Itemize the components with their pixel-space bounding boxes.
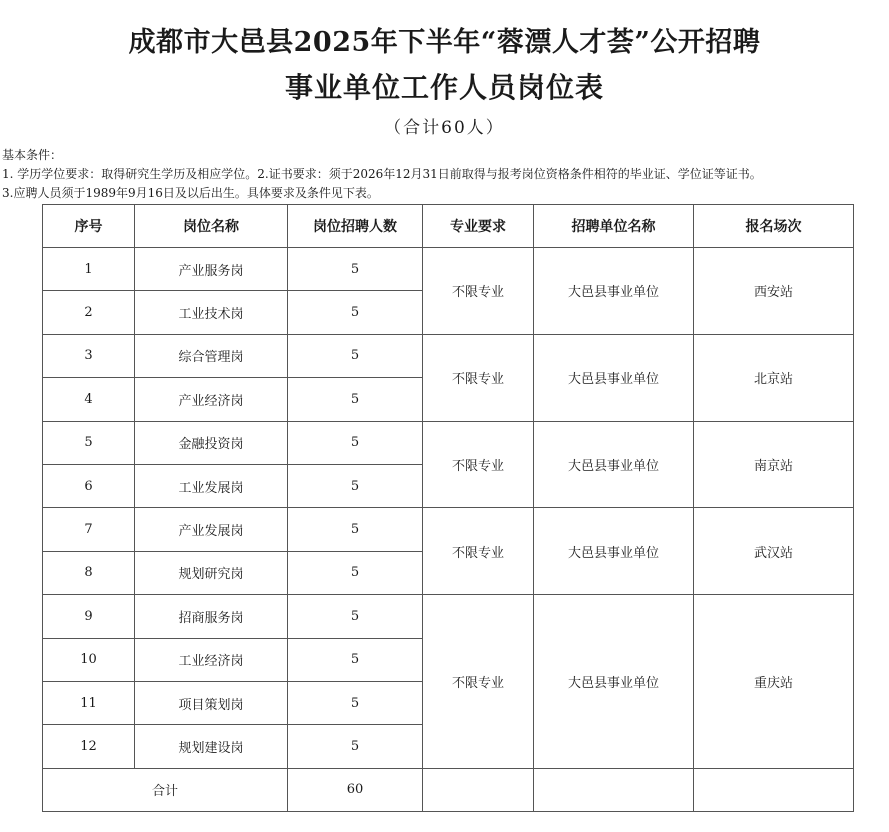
group-venue: 北京站 — [694, 334, 854, 421]
row-position-name: 工业发展岗 — [135, 464, 288, 507]
header-no: 序号 — [43, 205, 135, 248]
group-unit: 大邑县事业单位 — [534, 508, 694, 595]
header-unit: 招聘单位名称 — [534, 205, 694, 248]
row-headcount: 5 — [288, 725, 423, 768]
row-position-name: 工业经济岗 — [135, 638, 288, 681]
row-no: 4 — [43, 378, 135, 421]
row-no: 5 — [43, 421, 135, 464]
group-major: 不限专业 — [423, 248, 534, 335]
total-row — [43, 768, 854, 811]
row-no: 8 — [43, 551, 135, 594]
row-position-name: 工业技术岗 — [135, 291, 288, 334]
row-headcount: 5 — [288, 681, 423, 724]
row-position-name: 金融投资岗 — [135, 421, 288, 464]
row-headcount: 5 — [288, 421, 423, 464]
row-position-name: 项目策划岗 — [135, 681, 288, 724]
group-venue: 西安站 — [694, 248, 854, 335]
table-row — [43, 595, 854, 638]
group-unit: 大邑县事业单位 — [534, 595, 694, 769]
table-header-row — [43, 205, 854, 248]
group-venue: 武汉站 — [694, 508, 854, 595]
group-venue: 南京站 — [694, 421, 854, 508]
row-position-name: 规划研究岗 — [135, 551, 288, 594]
table-row — [43, 421, 854, 464]
row-headcount: 5 — [288, 334, 423, 377]
group-unit: 大邑县事业单位 — [534, 334, 694, 421]
row-headcount: 5 — [288, 464, 423, 507]
row-position-name: 产业服务岗 — [135, 248, 288, 291]
row-no: 7 — [43, 508, 135, 551]
group-unit: 大邑县事业单位 — [534, 421, 694, 508]
row-headcount: 5 — [288, 508, 423, 551]
group-unit: 大邑县事业单位 — [534, 248, 694, 335]
row-no: 10 — [43, 638, 135, 681]
row-headcount: 5 — [288, 378, 423, 421]
row-no: 1 — [43, 248, 135, 291]
document-title-line2: 事业单位工作人员岗位表 — [284, 71, 604, 104]
total-label: 合计 — [43, 768, 288, 811]
row-no: 2 — [43, 291, 135, 334]
row-no: 9 — [43, 595, 135, 638]
row-no: 6 — [43, 464, 135, 507]
row-headcount: 5 — [288, 595, 423, 638]
positions-table — [42, 204, 854, 812]
conditions-heading: 基本条件： — [2, 148, 63, 162]
total-empty-cell — [423, 768, 534, 811]
table-row — [43, 248, 854, 291]
row-headcount: 5 — [288, 248, 423, 291]
row-headcount: 5 — [288, 638, 423, 681]
total-headcount-note: （合计60人） — [384, 118, 505, 138]
header-headcount: 岗位招聘人数 — [288, 205, 423, 248]
document-title-line1: 成都市大邑县2025年下半年“蓉漂人才荟”公开招聘 — [128, 27, 761, 58]
conditions-line1: 1. 学历学位要求：取得研究生学历及相应学位。2.证书要求：须于2026年12月31日前取得与报考岗位资格条件相符的毕业证、学位证等证书。 — [2, 167, 762, 181]
row-no: 11 — [43, 681, 135, 724]
row-position-name: 招商服务岗 — [135, 595, 288, 638]
group-venue: 重庆站 — [694, 595, 854, 769]
row-position-name: 产业经济岗 — [135, 378, 288, 421]
group-major: 不限专业 — [423, 421, 534, 508]
table-row — [43, 334, 854, 377]
conditions-line2: 3.应聘人员须于1989年9月16日及以后出生。具体要求及条件见下表。 — [2, 186, 379, 200]
row-headcount: 5 — [288, 291, 423, 334]
row-position-name: 综合管理岗 — [135, 334, 288, 377]
group-major: 不限专业 — [423, 334, 534, 421]
group-major: 不限专业 — [423, 508, 534, 595]
row-position-name: 产业发展岗 — [135, 508, 288, 551]
total-empty-cell — [694, 768, 854, 811]
table-row — [43, 508, 854, 551]
row-no: 12 — [43, 725, 135, 768]
row-position-name: 规划建设岗 — [135, 725, 288, 768]
header-major: 专业要求 — [423, 205, 534, 248]
row-no: 3 — [43, 334, 135, 377]
row-headcount: 5 — [288, 551, 423, 594]
group-major: 不限专业 — [423, 595, 534, 769]
header-position-name: 岗位名称 — [135, 205, 288, 248]
total-empty-cell — [534, 768, 694, 811]
total-value: 60 — [288, 768, 423, 811]
header-venue: 报名场次 — [694, 205, 854, 248]
